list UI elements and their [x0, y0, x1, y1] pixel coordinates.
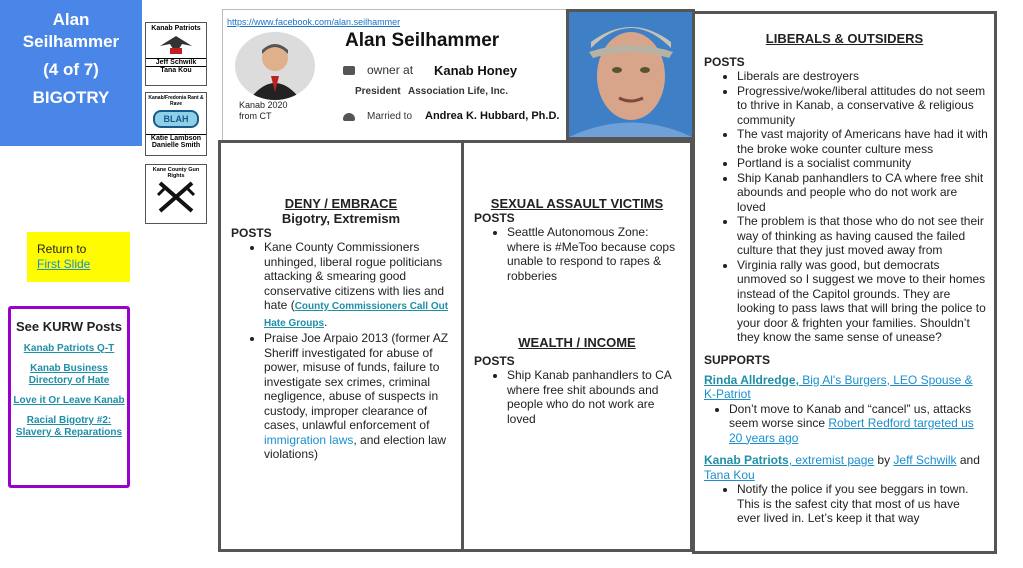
- kanab-patriots-logo: [145, 22, 207, 86]
- spouse-name: Andrea K. Hubbard, Ph.D.: [425, 110, 560, 122]
- col2-posts-label-1: POSTS: [474, 211, 515, 225]
- col1-post-arpaio: [264, 331, 455, 462]
- tana-kou-label: Tana Kou: [146, 66, 206, 74]
- rinda-post-text: Don’t move to Kanab and “cancel” us, attacks seem worse since: [729, 401, 972, 430]
- president-label: President: [355, 86, 401, 97]
- blah-badge: BLAH: [153, 110, 199, 128]
- col3-post-item: • The problem is that those who do not see their way of thinking as having caused the failed culture that they just moved away from: [737, 214, 988, 258]
- kurw-title: See KURW Posts: [16, 319, 122, 334]
- liberals-outsiders-heading: LIBERALS & OUTSIDERS: [765, 31, 924, 46]
- name-line2: Seilhammer: [22, 32, 120, 51]
- col1-post2-text: Praise Joe Arpaio 2013 (former AZ Sheriff investigated for abuse of power, misuse of funds, failure to investigate sex crimes, criminal negligence, abuse of suspects in custody, improper clearance of cases, unlawful enforcement of: [264, 331, 449, 432]
- name-line1: Alan: [52, 10, 90, 29]
- gun-rights-text: Kane County Gun Rights: [152, 167, 200, 179]
- col2-posts-list-1: [464, 225, 690, 283]
- col1-posts-list: [221, 240, 461, 462]
- liberals-outsiders-panel: [692, 11, 997, 554]
- katie-lambson-label: Katie Lambson: [146, 134, 206, 142]
- kanab-patriots-logo-text: Kanab Patriots: [151, 25, 201, 32]
- by-label: by: [874, 453, 894, 467]
- bigotry-extremism-subheading: Bigotry, Extremism: [281, 211, 401, 226]
- col1-post-commissioners: [264, 240, 455, 331]
- avatar-portrait-icon: [235, 32, 315, 100]
- topic-label: BIGOTRY: [32, 88, 110, 107]
- rinda-post: [729, 402, 986, 446]
- immigration-laws-link[interactable]: immigration laws: [264, 432, 354, 447]
- col2-post-seattle: • Seattle Autonomous Zone: where is #MeToo because cops unable to respond to rapes & robberies: [507, 225, 678, 283]
- kanab-patriots-link[interactable]: Kanab Patriots: [704, 453, 789, 467]
- col2-post-panhandlers: • Ship Kanab panhandlers to CA where free shit abounds and people who do not work are loved: [507, 368, 678, 426]
- kurw-link-patriots[interactable]: Kanab Patriots Q-T: [23, 343, 115, 354]
- sexual-assault-panel: [461, 140, 693, 552]
- kurw-link-directory[interactable]: Kanab Business Directory of Hate: [28, 363, 110, 386]
- association-name: Association Life, Inc.: [408, 86, 509, 97]
- col3-post-item: • Ship Kanab panhandlers to CA where free shit abounds and people who do not work are loved: [737, 171, 988, 215]
- col1-posts-label: POSTS: [231, 226, 272, 240]
- deny-embrace-panel: [218, 140, 464, 552]
- avatar: [235, 32, 315, 100]
- rinda-desc-link[interactable]: Big Al's Burgers, LEO Spouse & K-Patriot: [704, 372, 973, 401]
- kurw-box: [8, 306, 130, 488]
- deny-embrace-heading: DENY / EMBRACE: [284, 196, 398, 211]
- tana-kou-link[interactable]: Tana Kou: [704, 467, 755, 482]
- return-label: Return to: [37, 242, 87, 256]
- jeff-schwilk-link[interactable]: Jeff Schwilk: [893, 453, 957, 467]
- and-label: and: [956, 453, 980, 467]
- kurw-link-racial-bigotry[interactable]: Racial Bigotry #2: Slavery & Reparations: [15, 415, 123, 438]
- kurw-link-love-it[interactable]: Love it Or Leave Kanab: [13, 395, 125, 406]
- rinda-posts-list: [695, 402, 994, 446]
- col3-posts-label: POSTS: [704, 55, 745, 69]
- location-line1: Kanab 2020: [239, 100, 288, 110]
- danielle-smith-label: Danielle Smith: [151, 142, 201, 149]
- company-name: Kanab Honey: [434, 63, 518, 78]
- commissioners-link[interactable]: County Commissioners Call Out Hate Groups: [264, 301, 449, 329]
- sexual-assault-heading: SEXUAL ASSAULT VICTIMS: [490, 196, 664, 211]
- man-portrait-icon: [569, 12, 692, 137]
- return-box: [27, 232, 130, 282]
- extremist-page-link[interactable]: , extremist page: [788, 453, 875, 467]
- married-to-label: Married to: [367, 111, 413, 122]
- col2-posts-list-2: [464, 368, 690, 426]
- title-box: [0, 0, 142, 146]
- support-rinda: [704, 373, 986, 402]
- blah-logo: [145, 92, 207, 156]
- col1-post1-text: Kane County Commissioners unhinged, liberal rogue politicians attacking & smearing good conservative citizens with lies and hate (: [264, 240, 445, 312]
- col1-post1-end: .: [324, 314, 328, 329]
- profile-url[interactable]: [227, 17, 400, 27]
- supports-label: SUPPORTS: [704, 352, 771, 367]
- location-info: [239, 100, 288, 122]
- part-label: (4 of 7): [43, 60, 99, 79]
- owner-at-label: owner at: [367, 63, 414, 77]
- col3-post-item: • The vast majority of Americans have had it with the broke woke counter culture mess: [737, 127, 988, 156]
- jeff-schwilk-label: Jeff Schwilk: [146, 58, 206, 66]
- wealth-income-heading: WEALTH / INCOME: [518, 335, 636, 350]
- profile-card: [222, 9, 569, 141]
- col2-posts-label-2: POSTS: [474, 354, 515, 368]
- blah-header-text: Kanab/Fredonia Rant & Rave: [148, 95, 204, 107]
- support-kanab-patriots: [704, 453, 986, 482]
- rinda-alldredge-link[interactable]: Rinda Alldredge,: [704, 372, 799, 387]
- col3-posts-list: [695, 69, 994, 345]
- eagle-icon: [156, 32, 196, 56]
- kanab-patriots-posts-list: [695, 482, 994, 526]
- col3-post-item: • Virginia rally was good, but democrats unmoved so I suggest we move to their homes instead of the Capitol grounds. They are looking to pass laws that will bring the police to your door & frighten your families. Shouldn’t they know the same sense of unease?: [737, 258, 988, 345]
- heart-icon: [343, 113, 355, 121]
- crossed-rifles-icon: [156, 179, 196, 215]
- col3-post-item: • Progressive/woke/liberal attitudes do not seem to thrive in Kanab, a conservative & religious community: [737, 84, 988, 128]
- location-line2: from CT: [239, 111, 272, 121]
- profile-name: Alan Seilhammer: [345, 30, 500, 51]
- col1-post2-end: , and election law violations): [264, 432, 447, 461]
- robert-redford-link[interactable]: Robert Redford targeted us 20 years ago: [729, 416, 974, 445]
- col3-post-item: • Liberals are destroyers: [737, 69, 988, 84]
- briefcase-icon: [343, 66, 355, 75]
- gun-rights-logo: [145, 164, 207, 224]
- kanab-patriots-post: • Notify the police if you see beggars in town. This is the safest city that most of us have ever lived in. Let’s keep it that way: [737, 482, 986, 526]
- first-slide-link[interactable]: First Slide: [37, 257, 91, 271]
- col3-post-item: • Portland is a socialist community: [737, 156, 988, 171]
- profile-photo: [566, 9, 695, 140]
- profile-url-text[interactable]: https://www.facebook.com/alan.seilhammer: [227, 17, 401, 27]
